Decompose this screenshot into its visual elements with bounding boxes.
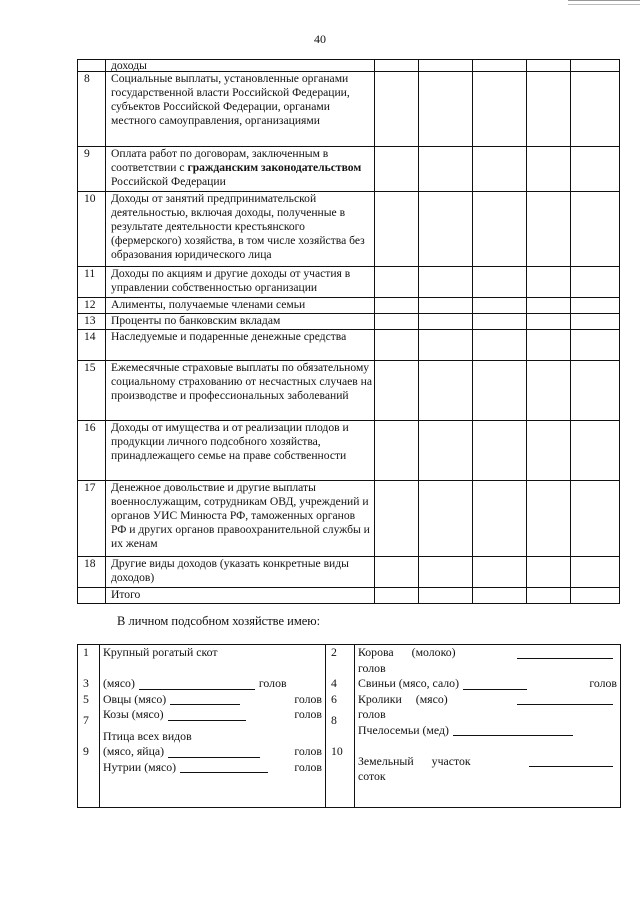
rabbits-line: Кролики (мясо) (358, 692, 617, 708)
income-table (77, 59, 620, 604)
row-text: доходы (106, 60, 375, 72)
cattle-label: Крупный рогатый скот (103, 645, 218, 659)
row-number: 15 (78, 361, 106, 421)
row-number (78, 588, 106, 604)
sheep-input[interactable] (170, 693, 240, 705)
table-row (78, 298, 620, 314)
sheep-line: Овцы (мясо) голов (103, 691, 322, 706)
goats-line: Козы (мясо) голов (103, 707, 322, 721)
top-right-mark (568, 0, 640, 5)
table-row (78, 330, 620, 361)
poultry-input[interactable] (168, 746, 260, 758)
table-row (78, 421, 620, 481)
table-row (78, 267, 620, 298)
row-text: Доходы от занятий предпринимательской деятельностью, включая доходы, полученные в результате деятельности крестьянского (фермерского) хозяйства, в том числе хозяйства без образования юридического лица (106, 192, 375, 267)
row-text: Ежемесячные страховые выплаты по обязательному социальному страхованию от несчастных случаев на производстве и профессиональных заболеваний (106, 361, 375, 421)
goats-input[interactable] (168, 709, 246, 721)
cow-line: Корова (молоко) (358, 645, 617, 661)
cow-input[interactable] (517, 647, 613, 659)
bees-input[interactable] (453, 724, 573, 736)
pigs-input[interactable] (463, 678, 527, 690)
cattle-line: (мясо) голов (103, 676, 287, 690)
row-number: 18 (78, 557, 106, 588)
table-row (78, 557, 620, 588)
row-number: 16 (78, 421, 106, 481)
row-text: Денежное довольствие и другие выплаты военнослужащим, сотрудникам ОВД, учреждений и органов УИС Минюста РФ, таможенных органов РФ и других органов правоохранительной службы и их женам (106, 481, 375, 557)
table-row (78, 361, 620, 421)
table-row (78, 72, 620, 147)
rabbits-input[interactable] (517, 693, 613, 705)
row-number: 10 (78, 192, 106, 267)
nutria-input[interactable] (180, 761, 268, 773)
land-line: Земельный участок (358, 754, 617, 770)
row-text: Доходы по акциям и другие доходы от участия в управлении собственностью организации (106, 267, 375, 298)
row-number: 12 (78, 298, 106, 314)
right-items: Корова (молоко) голов Свиньи (мясо, сало) голов Кролики (мясо) голов Пчелосемьи (мед) Земельный участок соток (355, 645, 621, 808)
row-text: Социальные выплаты, установленные органами государственной власти Российской Федерации, субъектов Российской Федерации, органами местного самоуправления, организациями (106, 72, 375, 147)
row-text: Алименты, получаемые членами семьи (106, 298, 375, 314)
table-row (78, 192, 620, 267)
row-text: Другие виды доходов (указать конкретные виды доходов) (106, 557, 375, 588)
left-numbers: 1 3 5 7 9 (78, 645, 100, 808)
cattle-input[interactable] (139, 678, 255, 690)
table-row (78, 60, 620, 72)
row-text: Доходы от имущества и от реализации плодов и продукции личного подсобного хозяйства, принадлежащего семье на праве собственности (106, 421, 375, 481)
row-number: 14 (78, 330, 106, 361)
table-row (78, 481, 620, 557)
right-numbers: 2 4 6 8 10 (326, 645, 355, 808)
table-row (78, 147, 620, 192)
livestock-title: В личном подсобном хозяйстве имею: (117, 614, 321, 628)
bees-line: Пчелосемьи (мед) (358, 723, 617, 739)
row-number: 13 (78, 314, 106, 330)
row-text: Наследуемые и подаренные денежные средства (106, 330, 375, 361)
row-number: 17 (78, 481, 106, 557)
nutria-line: Нутрии (мясо) голов (103, 759, 322, 774)
row-number: 8 (78, 72, 106, 147)
livestock-table (77, 644, 621, 808)
row-number: 11 (78, 267, 106, 298)
table-row (78, 314, 620, 330)
page-number: 40 (314, 32, 326, 46)
bold-text: гражданским законодательством (187, 161, 362, 174)
row-text: Оплата работ по договорам, заключенным в соответствии с гражданским законодательством Российской Федерации (106, 147, 375, 192)
poultry-label: Птица всех видов (103, 728, 192, 743)
poultry-line: (мясо, яйца) голов (103, 744, 322, 758)
row-number (78, 60, 106, 72)
table-row-total (78, 588, 620, 604)
row-number: 9 (78, 147, 106, 192)
land-input[interactable] (529, 755, 613, 767)
pigs-line: Свиньи (мясо, сало) голов (358, 676, 617, 690)
row-text: Итого (106, 588, 375, 604)
left-items (100, 645, 326, 808)
row-text: Проценты по банковским вкладам (106, 314, 375, 330)
